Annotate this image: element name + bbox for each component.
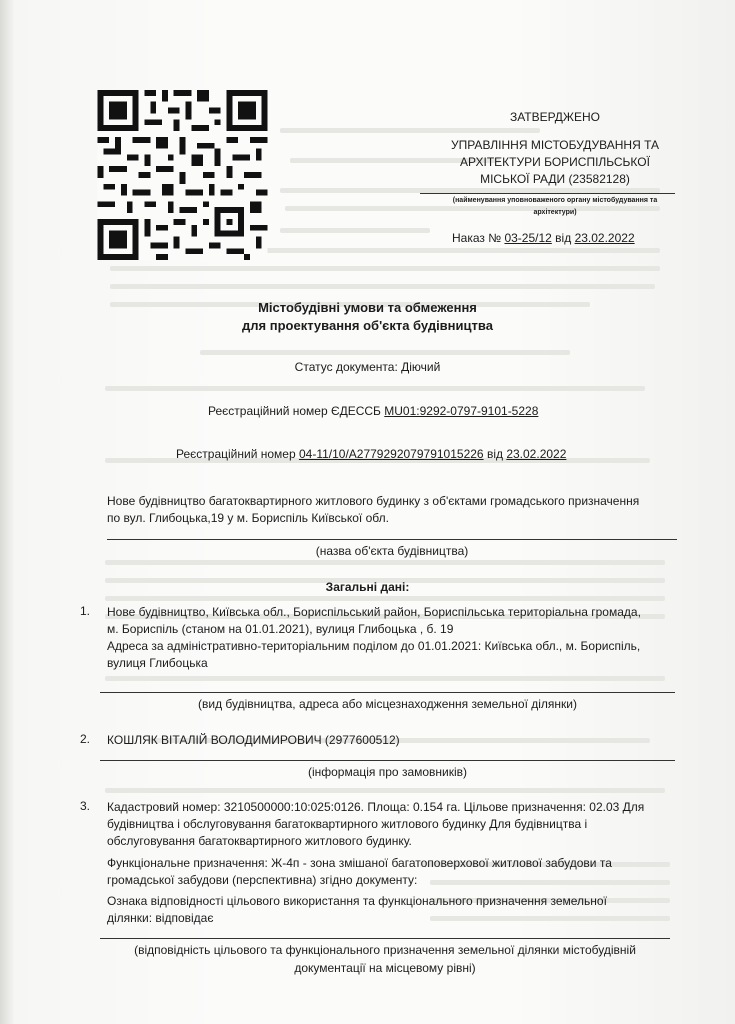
item-2-caption: (інформація про замовників) [307,765,468,779]
item-1-line4: вулиця Глибоцька [107,656,208,670]
item-2-number: 2. [80,732,91,746]
item-3-underline [100,938,670,939]
item-3-line2: будівництва і обслуговування багатоквартирного житлового будинку Для будівництва і [107,817,588,831]
edessb-label: Реєстраційний номер ЄДЕССБ [208,404,381,418]
general-heading: Загальні дані: [325,580,410,594]
item-3-line1: Кадастровий номер: 3210500000:10:025:0126. Площа: 0.154 га. Цільове призначення: 02.03 Для [107,800,645,814]
approved-heading: ЗАТВЕРДЖЕНО [509,110,601,124]
item-3-number: 3. [80,799,91,813]
item-3-line6: Ознака відповідності цільового використання та функціонального призначення земельної [107,894,607,908]
item-1-line2: м. Бориспіль (станом на 01.01.2021), вулиця Глибоцька , б. 19 [107,622,454,636]
scan-edge [0,0,14,1024]
object-caption: (назва об'єкта будівництва) [315,544,469,558]
item-1-caption: (вид будівництва, адреса або місцезнаходження земельної ділянки) [198,697,577,711]
object-name-line2: по вул. Глибоцька,19 у м. Бориспіль Київської обл. [107,511,389,525]
order-date: 23.02.2022 [574,231,635,245]
order-from: від [555,231,572,245]
item-3-line7: ділянки: відповідає [107,911,214,925]
registration-label: Реєстраційний номер [176,447,296,461]
registration-line [176,447,566,461]
item-1-underline [100,692,675,693]
item-1-number: 1. [80,604,91,618]
order-line [452,231,635,245]
item-2-line1: КОШЛЯК ВІТАЛІЙ ВОЛОДИМИРОВИЧ (2977600512) [107,733,400,747]
document-status [0,360,735,374]
order-prefix: Наказ № [452,231,502,245]
item-1-line1: Нове будівництво, Київська обл., Бориспільський район, Бориспільська територіальна громада, [107,605,641,619]
registration-date: 23.02.2022 [506,447,567,461]
item-3-line3: обслуговування багатоквартирного житлового будинку. [107,834,412,848]
edessb-line [208,404,538,418]
registration-from: від [486,447,503,461]
edessb-number: MU01:9292-0797-9101-5228 [384,404,539,418]
item-3-line4: Функціональне призначення: Ж-4п - зона змішаної багатоповерхової житлової забудови та [107,856,612,870]
item-1-line3: Адреса за адміністративно-територіальним поділом до 01.01.2021: Київська обл., м. Бориспіль, [107,639,641,653]
org-caption-line2: архітектури) [533,209,577,216]
document-title-line1: Містобудівні умови та обмеження [258,300,477,315]
order-number: 03-25/12 [504,231,552,245]
org-caption-line1: (найменування уповноваженого органу містобудування та [452,197,658,204]
item-3-line5: громадської забудови (перспективна) згідно документу: [107,873,418,887]
org-underline [420,193,675,194]
org-name-line2: АРХІТЕКТУРИ БОРИСПІЛЬСЬКОЇ [460,155,650,169]
qr-code-icon [95,90,270,260]
org-name-line3: МІСЬКОЇ РАДИ (23582128) [480,172,630,186]
org-name-line1: УПРАВЛІННЯ МІСТОБУДУВАННЯ ТА [450,138,660,152]
status-label: Статус документа: [294,360,398,374]
item-3-caption-line1: (відповідність цільового та функціонального призначення земельної ділянки містобудівній [134,943,636,957]
item-2-underline [100,760,675,761]
document-title-line2: для проектування об'єкта будівництва [242,318,493,333]
registration-number: 04-11/10/А2779292079791015226 [298,447,484,461]
status-value: Діючий [401,360,441,374]
item-3-caption-line2: документації на місцевому рівні) [294,961,476,975]
object-name-line1: Нове будівництво багатоквартирного житлового будинку з об'єктами громадського призначення [107,494,640,508]
object-underline [107,539,677,540]
